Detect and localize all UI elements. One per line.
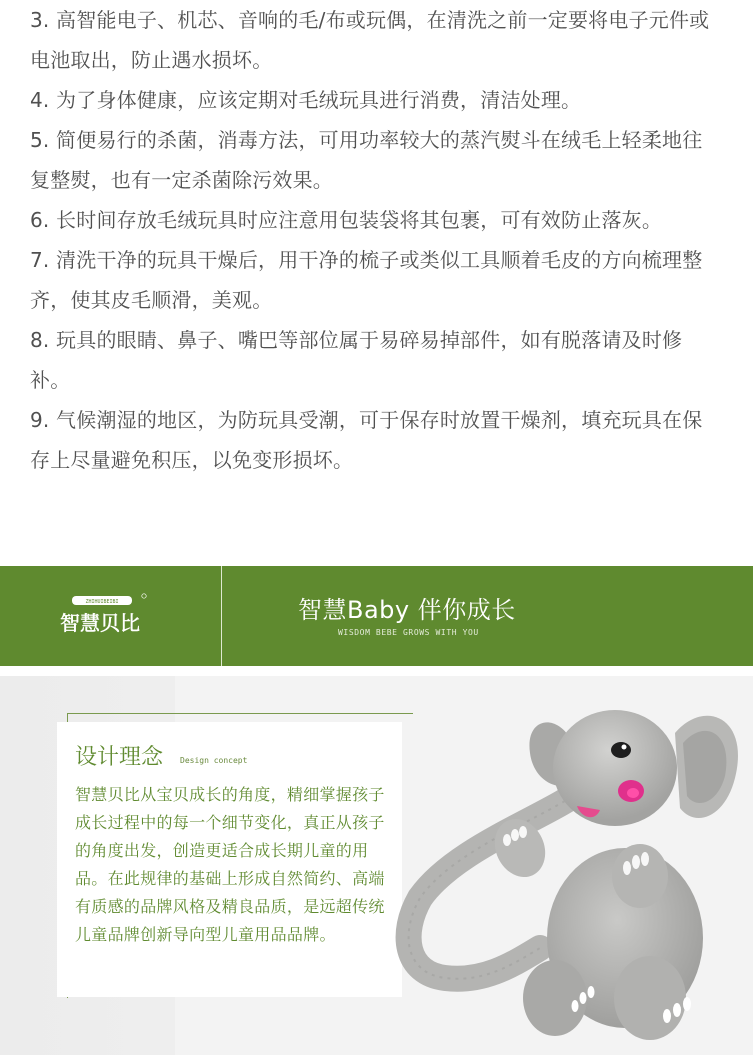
care-item-4: 4. 为了身体健康，应该定期对毛绒玩具进行消费，清洁处理。 xyxy=(30,88,582,112)
concept-body: 智慧贝比从宝贝成长的角度，精细掌握孩子成长过程中的每一个细节变化，真正从孩子的角度出发，创造更适合成长期儿童的用品。在此规律的基础上形成自然简约、高端有质感的品牌风格及精良品质，是远超传统儿童品牌创新导向型儿童用品品牌。 xyxy=(75,785,385,944)
concept-title: 设计理念 xyxy=(75,745,164,770)
concept-card xyxy=(57,722,402,997)
brand-logo-icon xyxy=(50,590,150,642)
banner-divider xyxy=(221,566,222,666)
concept-title-english: Design concept xyxy=(180,756,248,765)
care-item-7: 7. 清洗干净的玩具干燥后，用干净的梳子或类似工具顺着毛皮的方向梳理整齐，使其皮毛顺滑，美观。 xyxy=(30,248,703,312)
care-item-3: 3. 高智能电子、机芯、音响的毛/布或玩偶，在清洗之前一定要将电子元件或电池取出，防止遇水损坏。 xyxy=(30,8,710,72)
brand-banner xyxy=(0,566,753,666)
care-instructions xyxy=(30,0,730,480)
care-item-9: 9. 气候潮湿的地区，为防玩具受潮，可于保存时放置干燥剂，填充玩具在保存上尽量避免积压，以免变形损坏。 xyxy=(30,408,703,472)
care-item-6: 6. 长时间存放毛绒玩具时应注意用包装袋将其包裹，可有效防止落灰。 xyxy=(30,208,663,232)
care-item-8: 8. 玩具的眼睛、鼻子、嘴巴等部位属于易碎易掉部件，如有脱落请及时修补。 xyxy=(30,328,683,392)
logo-small-text: ZHIHUIBEIBI xyxy=(85,599,119,605)
banner-slogan-english: WISDOM BEBE GROWS WITH YOU xyxy=(338,628,479,637)
logo-text: 智慧贝比 xyxy=(60,611,140,635)
banner-slogan: 智慧Baby 伴你成长 xyxy=(298,596,516,624)
elephant-plush-image xyxy=(395,698,753,1053)
care-item-5: 5. 简便易行的杀菌，消毒方法，可用功率较大的蒸汽熨斗在绒毛上轻柔地往复整熨，也有一定杀菌除污效果。 xyxy=(30,128,703,192)
